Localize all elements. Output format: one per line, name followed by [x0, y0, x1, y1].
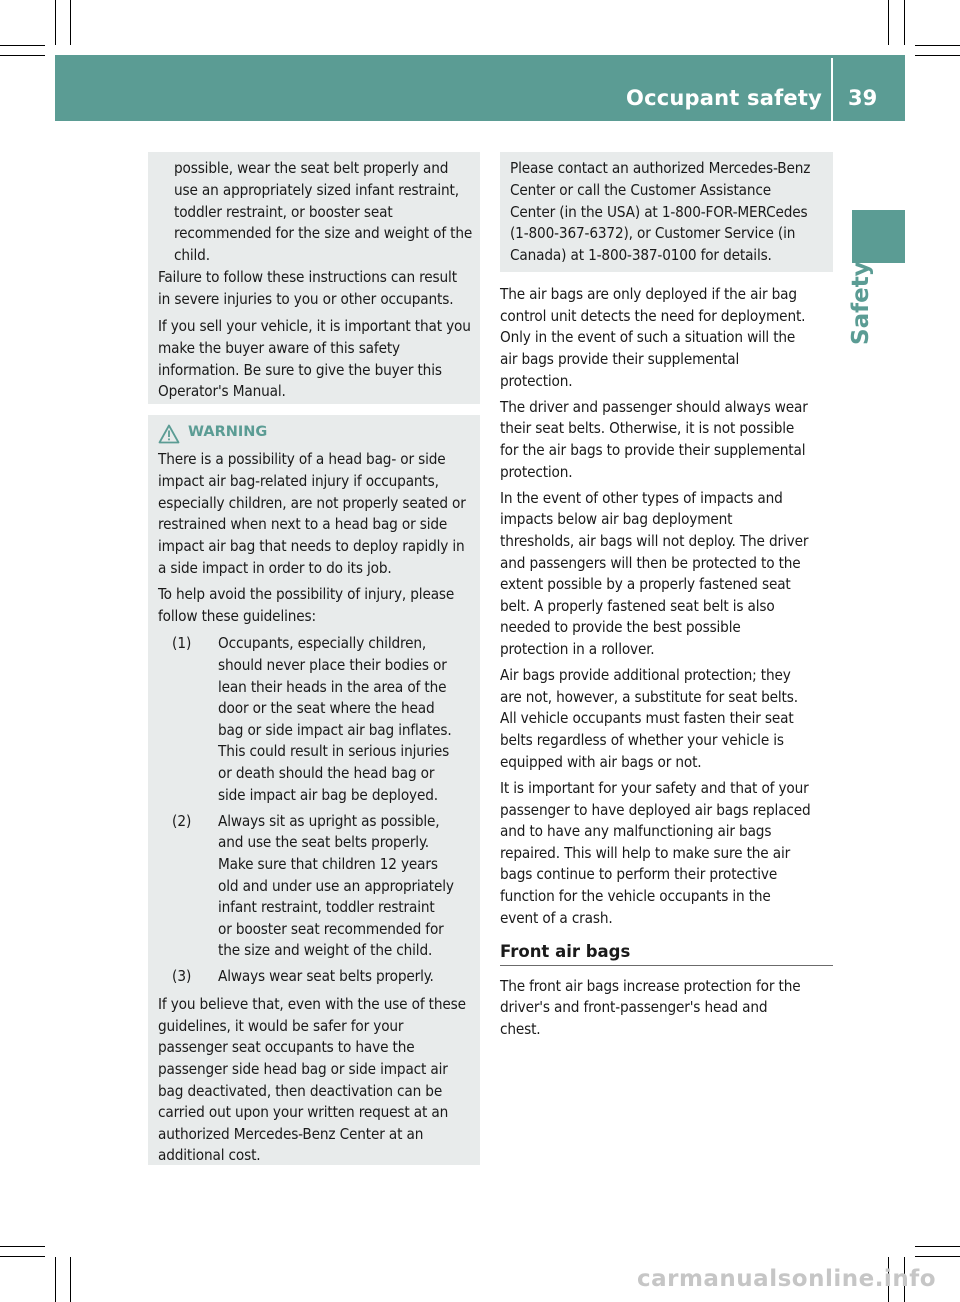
crop-mark: [915, 1246, 960, 1247]
text-line: Failure to follow these instructions can result: [158, 268, 457, 286]
text-line: function for the vehicle occupants in the: [500, 887, 771, 905]
text-line: The front air bags increase protection for the: [500, 977, 801, 995]
text-line: equipped with air bags or not.: [500, 753, 702, 771]
crop-mark: [915, 1256, 960, 1257]
text-line: needed to provide the best possible: [500, 618, 741, 636]
crop-mark: [915, 45, 960, 46]
crop-mark: [70, 0, 71, 45]
text-line: Always wear seat belts properly.: [218, 967, 434, 985]
text-line: extent possible by a properly fastened seat: [500, 575, 791, 593]
text-line: If you believe that, even with the use of these: [158, 995, 466, 1013]
text-line: make the buyer aware of this safety: [158, 339, 400, 357]
watermark: carmanualsonline.info: [636, 1266, 936, 1292]
crop-mark: [0, 1246, 45, 1247]
text-line: especially children, are not properly seated or: [158, 494, 466, 512]
text-line: a side impact in order to do its job.: [158, 559, 392, 577]
text-line: air bags provide their supplemental: [500, 350, 740, 368]
text-line: toddler restraint, or booster seat: [174, 203, 393, 221]
text-line: are not, however, a substitute for seat belts.: [500, 688, 798, 706]
text-line: Make sure that children 12 years: [218, 855, 438, 873]
text-line: use an appropriately sized infant restraint,: [174, 181, 459, 199]
text-line: driver's and front-passenger's head and: [500, 998, 768, 1016]
text-line: carried out upon your written request at an: [158, 1103, 449, 1121]
text-line: It is important for your safety and that of your: [500, 779, 809, 797]
text-line: additional cost.: [158, 1146, 261, 1164]
crop-mark: [904, 0, 905, 45]
header-divider: [831, 58, 833, 121]
text-line: Occupants, especially children,: [218, 634, 427, 652]
text-line: passenger to have deployed air bags replaced: [500, 801, 811, 819]
text-line: door or the seat where the head: [218, 699, 435, 717]
text-line: bags continue to perform their protective: [500, 865, 778, 883]
text-line: To help avoid the possibility of injury, please: [158, 585, 455, 603]
crop-mark: [55, 0, 56, 45]
text-line: lean their heads in the area of the: [218, 678, 447, 696]
text-line: chest.: [500, 1020, 541, 1038]
text-line: and use the seat belts properly.: [218, 833, 429, 851]
text-line: recommended for the size and weight of the: [174, 224, 473, 242]
text-line: and passengers will then be protected to the: [500, 554, 801, 572]
text-line: thresholds, air bags will not deploy. The driver: [500, 532, 809, 550]
text-line: The driver and passenger should always wear: [500, 398, 808, 416]
text-line: Canada) at 1-800-387-0100 for details.: [510, 246, 772, 264]
text-line: passenger side head bag or side impact air: [158, 1060, 448, 1078]
text-line: Center or call the Customer Assistance: [510, 181, 772, 199]
text-line: impact air bag-related injury if occupants,: [158, 472, 439, 490]
text-line: impact air bag that needs to deploy rapidly in: [158, 537, 465, 555]
text-line: passenger seat occupants to have the: [158, 1038, 415, 1056]
text-line: Operator's Manual.: [158, 382, 286, 400]
text-line: side impact air bag be deployed.: [218, 786, 438, 804]
heading-rule: [500, 965, 833, 966]
text-line: If you sell your vehicle, it is important that you: [158, 317, 471, 335]
text-line: and to have any malfunctioning air bags: [500, 822, 772, 840]
text-line: In the event of other types of impacts and: [500, 489, 783, 507]
text-line: for the air bags to provide their supplemental: [500, 441, 806, 459]
text-line: protection in a rollover.: [500, 640, 655, 658]
crop-mark: [55, 1257, 56, 1302]
warning-triangle-icon: [158, 424, 180, 444]
text-line: or death should the head bag or: [218, 764, 435, 782]
text-line: possible, wear the seat belt properly and: [174, 159, 449, 177]
text-line: their seat belts. Otherwise, it is not possible: [500, 419, 795, 437]
text-line: or booster seat recommended for: [218, 920, 444, 938]
text-line: The air bags are only deployed if the air bag: [500, 285, 797, 303]
text-line: (1-800-367-6372), or Customer Service (in: [510, 224, 796, 242]
crop-mark: [0, 55, 45, 56]
list-number: (1): [172, 634, 192, 652]
text-line: the size and weight of the child.: [218, 941, 433, 959]
text-line: Always sit as upright as possible,: [218, 812, 440, 830]
text-line: impacts below air bag deployment: [500, 510, 733, 528]
text-line: There is a possibility of a head bag- or side: [158, 450, 446, 468]
text-line: should never place their bodies or: [218, 656, 447, 674]
text-line: belt. A properly fastened seat belt is also: [500, 597, 775, 615]
text-line: infant restraint, toddler restraint: [218, 898, 435, 916]
page-number: 39: [848, 86, 878, 110]
text-line: repaired. This will help to make sure the air: [500, 844, 791, 862]
text-line: old and under use an appropriately: [218, 877, 454, 895]
section-heading: Front air bags: [500, 942, 631, 961]
crop-mark: [915, 55, 960, 56]
text-line: guidelines, it would be safer for your: [158, 1017, 404, 1035]
text-line: follow these guidelines:: [158, 607, 316, 625]
crop-mark: [70, 1257, 71, 1302]
text-line: child.: [174, 246, 210, 264]
text-line: Air bags provide additional protection; they: [500, 666, 791, 684]
text-line: bag or side impact air bag inflates.: [218, 721, 452, 739]
text-line: control unit detects the need for deployment.: [500, 307, 806, 325]
text-line: restrained when next to a head bag or side: [158, 515, 448, 533]
page-title: Occupant safety: [626, 86, 822, 110]
text-line: protection.: [500, 463, 573, 481]
text-line: This could result in serious injuries: [218, 742, 450, 760]
text-line: All vehicle occupants must fasten their seat: [500, 709, 794, 727]
section-tab-label: Safety: [848, 261, 874, 345]
list-number: (2): [172, 812, 192, 830]
text-line: belts regardless of whether your vehicle is: [500, 731, 784, 749]
warning-title: WARNING: [188, 424, 268, 440]
crop-mark: [888, 0, 889, 45]
text-line: Center (in the USA) at 1-800-FOR-MERCedes: [510, 203, 808, 221]
crop-mark: [0, 45, 45, 46]
text-line: Please contact an authorized Mercedes-Benz: [510, 159, 811, 177]
text-line: protection.: [500, 372, 573, 390]
section-tab-marker: [852, 210, 905, 263]
crop-mark: [0, 1256, 45, 1257]
list-number: (3): [172, 967, 192, 985]
text-line: information. Be sure to give the buyer this: [158, 361, 442, 379]
text-line: bag deactivated, then deactivation can be: [158, 1082, 443, 1100]
text-line: Only in the event of such a situation will the: [500, 328, 796, 346]
text-line: event of a crash.: [500, 909, 613, 927]
text-line: in severe injuries to you or other occupants.: [158, 290, 454, 308]
text-line: authorized Mercedes-Benz Center at an: [158, 1125, 424, 1143]
